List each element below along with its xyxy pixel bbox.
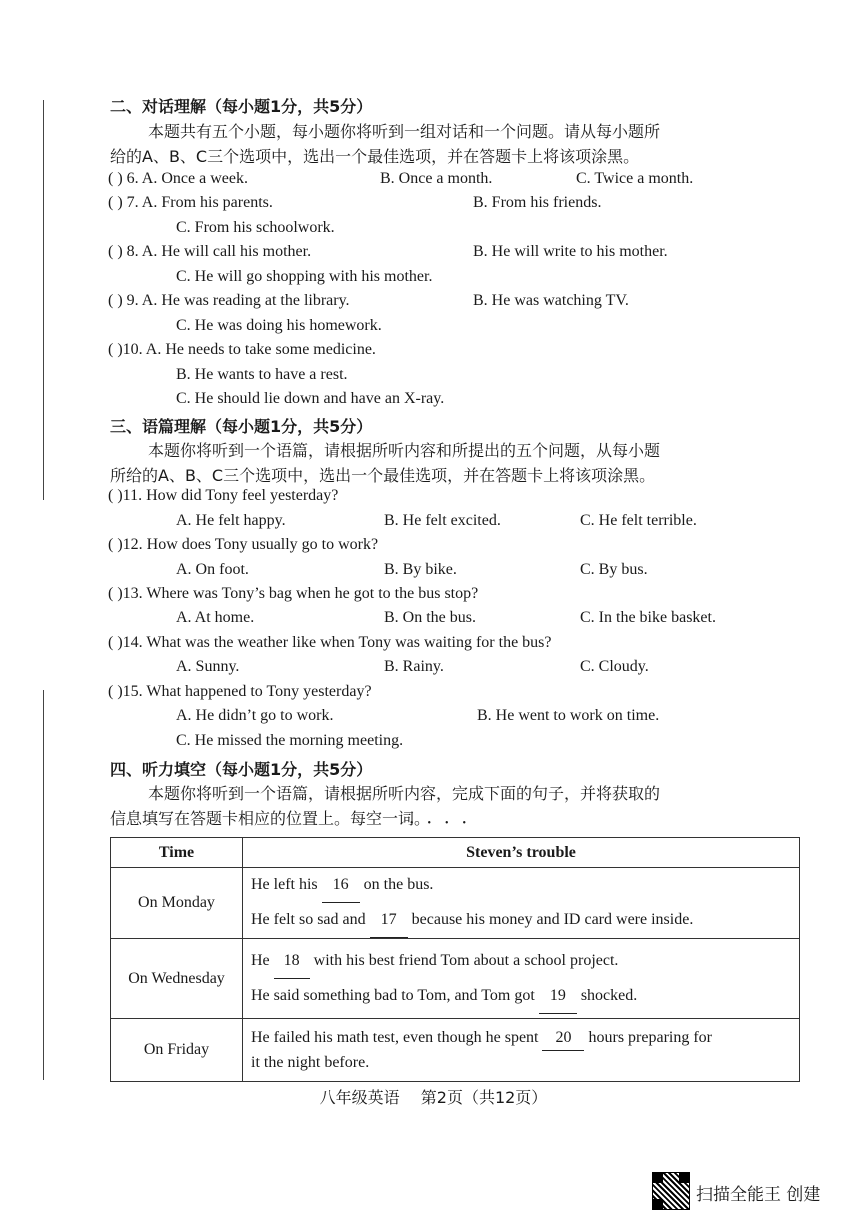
question-11-stem[interactable]: ( )11. How did Tony feel yesterday?: [108, 487, 339, 504]
section4-heading: 四、听力填空（每小题1分，共5分）: [110, 760, 373, 779]
section2-intro-line2: 给的A、B、C三个选项中，选出一个最佳选项，并在答题卡上将该项涂黑。: [110, 147, 640, 166]
time-cell: On Wednesday: [111, 939, 243, 1019]
time-cell: On Monday: [111, 868, 243, 939]
blank-18[interactable]: 18: [274, 944, 310, 979]
question-10: ( )10. A. He needs to take some medicine.: [108, 341, 376, 358]
answer-bracket[interactable]: ( ) 6.: [108, 170, 142, 187]
scanner-watermark: 扫描全能王 创建: [696, 1185, 821, 1205]
page-footer: 八年级英语 第2页（共12页）: [319, 1088, 548, 1107]
question-11-option-b: B. He felt excited.: [384, 512, 501, 529]
table-row: [111, 1019, 800, 1082]
question-9: ( ) 9. A. He was reading at the library.: [108, 292, 350, 309]
question-6-option-b: B. Once a month.: [380, 170, 493, 187]
question-12-option-b: B. By bike.: [384, 561, 457, 578]
trouble-cell: He left his 16 on the bus. He felt so sad and 17 because his money and ID card were inside.: [243, 868, 800, 939]
section3-heading: 三、语篇理解（每小题1分，共5分）: [110, 417, 373, 436]
question-7-option-b: B. From his friends.: [473, 194, 602, 211]
table-row: [111, 939, 800, 1019]
question-10-option-b: B. He wants to have a rest.: [176, 366, 348, 383]
question-7-option-c: C. From his schoolwork.: [176, 219, 335, 236]
section4-intro-line1: 本题你将听到一个语篇，请根据所听内容，完成下面的句子，并将获取的: [148, 784, 661, 803]
section3-intro-line1: 本题你将听到一个语篇，请根据所听内容和所提出的五个问题，从每小题: [148, 441, 661, 460]
question-12-option-c: C. By bus.: [580, 561, 648, 578]
steven-trouble-table: [110, 837, 800, 1082]
blank-20[interactable]: 20: [542, 1026, 584, 1051]
trouble-cell: He failed his math test, even though he spent 20 hours preparing for it the night before.: [243, 1019, 800, 1082]
table-header-time: Time: [111, 838, 243, 868]
binding-margin-line-bottom: [43, 690, 44, 1080]
emphasis-dots: ••••: [410, 818, 481, 829]
question-7: ( ) 7. A. From his parents.: [108, 194, 273, 211]
question-13-option-a: A. At home.: [176, 609, 255, 626]
question-14-stem[interactable]: ( )14. What was the weather like when Tony was waiting for the bus?: [108, 634, 552, 651]
question-11-option-c: C. He felt terrible.: [580, 512, 697, 529]
time-cell: On Friday: [111, 1019, 243, 1082]
trouble-cell: He 18 with his best friend Tom about a school project. He said something bad to Tom, and Tom got 19 shocked.: [243, 939, 800, 1019]
question-9-option-c: C. He was doing his homework.: [176, 317, 382, 334]
question-8: ( ) 8. A. He will call his mother.: [108, 243, 312, 260]
section4-intro-line2: 信息填写在答题卡相应的位置上。每空一词。: [110, 809, 431, 828]
question-15-option-a: A. He didn’t go to work.: [176, 707, 334, 724]
question-8-option-b: B. He will write to his mother.: [473, 243, 668, 260]
question-8-option-c: C. He will go shopping with his mother.: [176, 268, 433, 285]
question-15-option-c: C. He missed the morning meeting.: [176, 732, 404, 749]
binding-margin-line-top: [43, 100, 44, 500]
answer-bracket[interactable]: ( ) 8.: [108, 243, 142, 260]
question-14-option-a: A. Sunny.: [176, 658, 240, 675]
question-6-option-c: C. Twice a month.: [576, 170, 694, 187]
table-header-trouble: Steven’s trouble: [243, 838, 800, 868]
question-14-option-b: B. Rainy.: [384, 658, 444, 675]
section2-intro-line1: 本题共有五个小题，每小题你将听到一组对话和一个问题。请从每小题所: [148, 122, 661, 141]
question-13-option-c: C. In the bike basket.: [580, 609, 716, 626]
answer-bracket[interactable]: ( ) 7.: [108, 194, 142, 211]
blank-17[interactable]: 17: [370, 903, 408, 938]
question-14-option-c: C. Cloudy.: [580, 658, 649, 675]
question-13-stem[interactable]: ( )13. Where was Tony’s bag when he got to the bus stop?: [108, 585, 479, 602]
section3-intro-line2: 所给的A、B、C三个选项中，选出一个最佳选项，并在答题卡上将该项涂黑。: [110, 466, 656, 485]
question-11-option-a: A. He felt happy.: [176, 512, 286, 529]
blank-16[interactable]: 16: [322, 868, 360, 903]
question-6: ( ) 6. A. Once a week.: [108, 170, 248, 187]
qr-code-icon: [652, 1172, 690, 1210]
question-12-option-a: A. On foot.: [176, 561, 249, 578]
question-13-option-b: B. On the bus.: [384, 609, 476, 626]
question-9-option-b: B. He was watching TV.: [473, 292, 629, 309]
blank-19[interactable]: 19: [539, 979, 577, 1014]
section2-heading: 二、对话理解（每小题1分，共5分）: [110, 97, 373, 116]
table-header-row: [111, 838, 800, 868]
answer-bracket[interactable]: ( ) 9.: [108, 292, 142, 309]
question-15-stem[interactable]: ( )15. What happened to Tony yesterday?: [108, 683, 372, 700]
question-15-option-b: B. He went to work on time.: [477, 707, 660, 724]
question-10-option-c: C. He should lie down and have an X-ray.: [176, 390, 445, 407]
answer-bracket[interactable]: ( )10.: [108, 341, 146, 358]
question-12-stem[interactable]: ( )12. How does Tony usually go to work?: [108, 536, 379, 553]
table-row: [111, 868, 800, 939]
